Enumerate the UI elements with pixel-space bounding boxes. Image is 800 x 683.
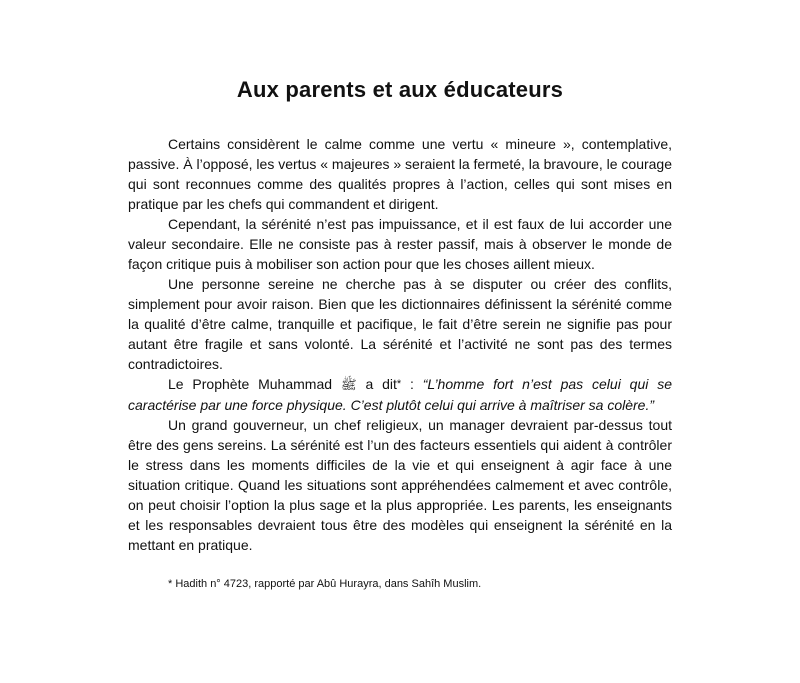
footnote: * Hadith n° 4723, rapporté par Abû Hurayra, dans Sahîh Muslim.	[168, 577, 482, 590]
paragraph-5: Un grand gouverneur, un chef religieux, un manager devraient par-dessus tout être des gens sereins. La sérénité est l’un des facteurs essentiels qui aident à contrôler le stress dans les moments difficiles de la vie et qui enseignent à agir face à une situation critique. Quand les situations sont appréhendées calmement et avec contrôle, on peut choisir l’option la plus sage et la plus appropriée. Les parents, les enseignants et les responsables devraient tous être des modèles qui enseignent la sérénité en la mettant en pratique.	[128, 416, 672, 553]
paragraph-1: Certains considèrent le calme comme une vertu « mineure », contemplative, passive. À l’opposé, les vertus « majeures » seraient la fermeté, la bravoure, le courage qui sont reconnues comme des qualités propres à l’action, celles qui sont mises en pratique par les chefs qui commandent et dirigent.	[128, 135, 672, 212]
page-title: Aux parents et aux éducateurs	[236, 77, 564, 102]
quote-colon: :	[401, 375, 423, 392]
quote-lead: Le Prophète Muhammad	[168, 375, 341, 392]
paragraph-2: Cependant, la sérénité n’est pas impuissance, et il est faux de lui accorder une valeur secondaire. Elle ne consiste pas à rester passif, mais à observer le monde de façon critique puis à mobiliser son action pour que les choses aillent mieux.	[128, 215, 672, 272]
paragraph-3: Une personne sereine ne cherche pas à se disputer ou créer des conflits, simplement pour avoir raison. Bien que les dictionnaires définissent la sérénité comme la qualité d’être calme, tranquille et pacifique, le fait d’être serein ne signifie pas pour autant être fragile et sans volonté. La sérénité et l’activité ne sont pas des termes contradictoires.	[128, 275, 672, 372]
document-page	[128, 76, 672, 591]
quote-paragraph	[128, 374, 672, 415]
footnote-marker: *	[396, 377, 402, 390]
quote-after-honorific: a dit	[356, 375, 397, 392]
prophet-quote: “L’homme fort n’est pas celui qui se caractérise par une force physique. C’est plutôt celui qui arrive à maîtriser sa colère.”	[128, 375, 672, 413]
honorific-seal: ﷺ	[340, 376, 357, 392]
